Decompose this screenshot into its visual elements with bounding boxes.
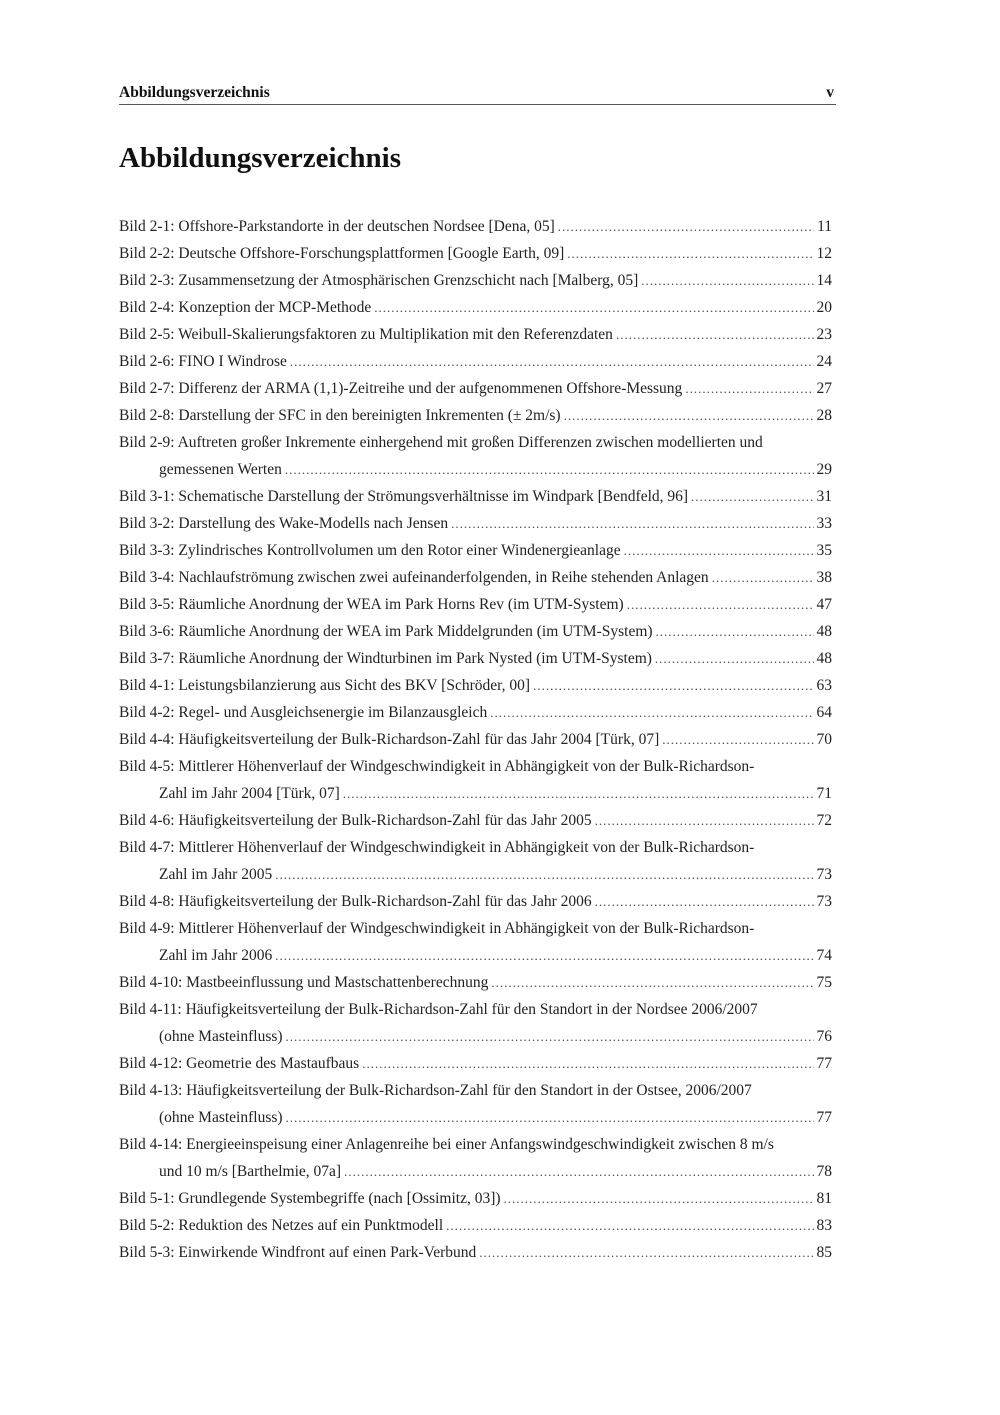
dot-leader bbox=[616, 321, 814, 348]
figure-entry-title bbox=[119, 888, 592, 915]
figure-entry-title bbox=[119, 267, 638, 294]
figure-entry-title bbox=[119, 537, 621, 564]
figure-entry-line bbox=[119, 348, 832, 375]
figure-entry[interactable] bbox=[119, 1212, 832, 1239]
figure-title: Mittlerer Höhenverlauf der Windgeschwindigkeit in Abhängigkeit von der Bulk-Richardson- bbox=[178, 758, 755, 775]
figure-page-number: 85 bbox=[816, 1244, 832, 1261]
figure-label: Bild 2-8: bbox=[119, 407, 175, 424]
figure-page-number: 11 bbox=[817, 218, 832, 235]
figure-label: Bild 5-3: bbox=[119, 1244, 175, 1261]
figure-page-number: 81 bbox=[816, 1190, 832, 1207]
figure-page-number: 12 bbox=[816, 245, 832, 262]
figure-page-number: 24 bbox=[816, 353, 832, 370]
running-header-title: Abbildungsverzeichnis bbox=[119, 84, 270, 101]
figure-entry-continuation bbox=[119, 1023, 832, 1050]
figure-entry-title bbox=[119, 969, 488, 996]
figure-page-number: 35 bbox=[816, 542, 832, 559]
dot-leader bbox=[275, 861, 813, 888]
figure-label: Bild 3-1: bbox=[119, 488, 175, 505]
figure-entry-continuation bbox=[119, 1104, 832, 1131]
figure-entry-title bbox=[119, 402, 561, 429]
figure-entry-line bbox=[119, 483, 832, 510]
dot-leader bbox=[451, 510, 813, 537]
figure-entry-title bbox=[119, 240, 564, 267]
figure-entry-line bbox=[119, 213, 832, 240]
figure-label: Bild 4-7: bbox=[119, 839, 175, 856]
dot-leader bbox=[479, 1239, 813, 1266]
figure-title: FINO I Windrose bbox=[178, 353, 287, 370]
dot-leader bbox=[374, 294, 813, 321]
figure-label: Bild 4-6: bbox=[119, 812, 175, 829]
figure-entry[interactable] bbox=[119, 699, 832, 726]
figure-label: Bild 2-1: bbox=[119, 218, 175, 235]
dot-leader bbox=[712, 564, 814, 591]
figure-title: Deutsche Offshore-Forschungsplattformen [Google Earth, 09] bbox=[178, 245, 565, 262]
figure-title-continuation: (ohne Masteinfluss) bbox=[159, 1109, 283, 1126]
figure-title: Einwirkende Windfront auf einen Park-Verbund bbox=[178, 1244, 477, 1261]
figure-label: Bild 4-2: bbox=[119, 704, 175, 721]
figure-entry-title bbox=[119, 1077, 752, 1104]
figure-entry-title bbox=[119, 996, 758, 1023]
dot-leader bbox=[343, 780, 814, 807]
figure-label: Bild 2-9: bbox=[119, 434, 175, 451]
figure-entry[interactable] bbox=[119, 240, 832, 267]
figure-entry-line bbox=[119, 618, 832, 645]
figure-entry[interactable] bbox=[119, 267, 832, 294]
figure-entry[interactable] bbox=[119, 672, 832, 699]
figure-title: Leistungsbilanzierung aus Sicht des BKV [Schröder, 00] bbox=[178, 677, 531, 694]
figure-title: Häufigkeitsverteilung der Bulk-Richardson-Zahl für das Jahr 2005 bbox=[178, 812, 592, 829]
figure-entry-line bbox=[119, 1077, 832, 1104]
figure-entry[interactable] bbox=[119, 969, 832, 996]
figure-title: Mastbeeinflussung und Mastschattenberechnung bbox=[186, 974, 489, 991]
figure-entry-line bbox=[119, 1131, 832, 1158]
figure-page-number: 27 bbox=[816, 380, 832, 397]
figure-entry[interactable] bbox=[119, 645, 832, 672]
figure-page-number: 48 bbox=[816, 623, 832, 640]
figure-entry[interactable] bbox=[119, 1050, 832, 1077]
figure-entry[interactable] bbox=[119, 321, 832, 348]
figure-entry[interactable] bbox=[119, 1239, 832, 1266]
figure-title-continuation: Zahl im Jahr 2005 bbox=[159, 866, 273, 883]
figure-entry-continuation bbox=[119, 861, 832, 888]
figure-entry-title bbox=[119, 1131, 774, 1158]
figure-entry-line bbox=[119, 402, 832, 429]
figure-entry-title bbox=[119, 213, 555, 240]
dot-leader bbox=[490, 699, 813, 726]
figure-entry-continuation bbox=[119, 942, 832, 969]
figure-page-number: 75 bbox=[816, 974, 832, 991]
figure-title: Offshore-Parkstandorte in der deutschen Nordsee [Dena, 05] bbox=[178, 218, 555, 235]
figure-page-number: 31 bbox=[816, 488, 832, 505]
figure-entry-line bbox=[119, 510, 832, 537]
dot-leader bbox=[662, 726, 813, 753]
figure-entry[interactable] bbox=[119, 915, 832, 969]
figure-title: Reduktion des Netzes auf ein Punktmodell bbox=[178, 1217, 444, 1234]
figure-page-number: 77 bbox=[816, 1109, 832, 1126]
figure-list bbox=[119, 213, 832, 1266]
figure-label: Bild 3-3: bbox=[119, 542, 175, 559]
figure-page-number: 73 bbox=[816, 866, 832, 883]
figure-title-continuation: Zahl im Jahr 2006 bbox=[159, 947, 273, 964]
figure-page-number: 33 bbox=[816, 515, 832, 532]
figure-page-number: 77 bbox=[816, 1055, 832, 1072]
figure-title: Räumliche Anordnung der Windturbinen im Park Nysted (im UTM-System) bbox=[178, 650, 652, 667]
figure-page-number: 47 bbox=[816, 596, 832, 613]
dot-leader bbox=[533, 672, 813, 699]
figure-title: Räumliche Anordnung der WEA im Park Middelgrunden (im UTM-System) bbox=[178, 623, 653, 640]
figure-title: Darstellung der SFC in den bereinigten Inkrementen (± 2m/s) bbox=[178, 407, 561, 424]
figure-entry-continuation bbox=[119, 1158, 832, 1185]
figure-title: Grundlegende Systembegriffe (nach [Ossimitz, 03]) bbox=[178, 1190, 501, 1207]
figure-title: Konzeption der MCP-Methode bbox=[178, 299, 372, 316]
dot-leader bbox=[567, 240, 813, 267]
figure-label: Bild 4-8: bbox=[119, 893, 175, 910]
figure-entry-line bbox=[119, 375, 832, 402]
figure-title-continuation: gemessenen Werten bbox=[159, 461, 282, 478]
dot-leader bbox=[564, 402, 814, 429]
running-header-page-number: v bbox=[826, 84, 834, 101]
figure-label: Bild 4-11: bbox=[119, 1001, 182, 1018]
figure-title: Nachlaufströmung zwischen zwei aufeinanderfolgenden, in Reihe stehenden Anlagen bbox=[178, 569, 709, 586]
figure-entry-line bbox=[119, 699, 832, 726]
figure-entry-line bbox=[119, 996, 832, 1023]
figure-label: Bild 2-5: bbox=[119, 326, 175, 343]
figure-entry-line bbox=[119, 1239, 832, 1266]
figure-page-number: 72 bbox=[816, 812, 832, 829]
figure-entry[interactable] bbox=[119, 888, 832, 915]
figure-label: Bild 2-6: bbox=[119, 353, 175, 370]
figure-label: Bild 4-9: bbox=[119, 920, 175, 937]
figure-entry-title bbox=[119, 348, 287, 375]
figure-entry[interactable] bbox=[119, 348, 832, 375]
figure-label: Bild 4-13: bbox=[119, 1082, 183, 1099]
figure-entry-line bbox=[119, 807, 832, 834]
figure-title: Geometrie des Mastaufbaus bbox=[186, 1055, 360, 1072]
figure-entry[interactable] bbox=[119, 1077, 832, 1131]
figure-page-number: 48 bbox=[816, 650, 832, 667]
dot-leader bbox=[558, 213, 814, 240]
figure-entry[interactable] bbox=[119, 375, 832, 402]
figure-label: Bild 4-12: bbox=[119, 1055, 183, 1072]
figure-title-continuation: Zahl im Jahr 2004 [Türk, 07] bbox=[159, 785, 340, 802]
figure-entry-line bbox=[119, 321, 832, 348]
figure-page-number: 38 bbox=[816, 569, 832, 586]
figure-title: Regel- und Ausgleichsenergie im Bilanzausgleich bbox=[178, 704, 488, 721]
figure-entry-title bbox=[119, 1212, 443, 1239]
figure-entry[interactable] bbox=[119, 402, 832, 429]
figure-entry-title bbox=[119, 834, 754, 861]
figure-page-number: 74 bbox=[816, 947, 832, 964]
figure-title: Mittlerer Höhenverlauf der Windgeschwindigkeit in Abhängigkeit von der Bulk-Richardson- bbox=[178, 839, 755, 856]
figure-label: Bild 5-1: bbox=[119, 1190, 175, 1207]
figure-page-number: 14 bbox=[816, 272, 832, 289]
figure-entry-title bbox=[119, 726, 659, 753]
figure-entry-line bbox=[119, 267, 832, 294]
figure-entry-continuation bbox=[119, 456, 832, 483]
figure-entry-continuation bbox=[119, 780, 832, 807]
figure-entry-title bbox=[119, 591, 624, 618]
figure-entry-line bbox=[119, 537, 832, 564]
figure-entry-line bbox=[119, 834, 832, 861]
figure-entry-title bbox=[119, 321, 613, 348]
figure-entry-line bbox=[119, 645, 832, 672]
figure-entry-title bbox=[119, 510, 448, 537]
figure-entry[interactable] bbox=[119, 591, 832, 618]
figure-entry[interactable] bbox=[119, 753, 832, 807]
figure-entry-line bbox=[119, 564, 832, 591]
figure-entry-line bbox=[119, 429, 832, 456]
figure-label: Bild 3-6: bbox=[119, 623, 175, 640]
figure-entry[interactable] bbox=[119, 564, 832, 591]
figure-title-continuation: (ohne Masteinfluss) bbox=[159, 1028, 283, 1045]
dot-leader bbox=[595, 807, 814, 834]
figure-entry-line bbox=[119, 1185, 832, 1212]
figure-entry[interactable] bbox=[119, 1185, 832, 1212]
dot-leader bbox=[446, 1212, 813, 1239]
dot-leader bbox=[641, 267, 813, 294]
dot-leader bbox=[286, 1023, 814, 1050]
figure-entry-title bbox=[119, 564, 709, 591]
dot-leader bbox=[285, 456, 814, 483]
figure-page-number: 20 bbox=[816, 299, 832, 316]
figure-entry-line bbox=[119, 591, 832, 618]
figure-entry-line bbox=[119, 240, 832, 267]
figure-entry[interactable] bbox=[119, 429, 832, 483]
figure-title: Darstellung des Wake-Modells nach Jensen bbox=[178, 515, 449, 532]
figure-entry-title bbox=[119, 429, 763, 456]
figure-entry-title bbox=[119, 915, 754, 942]
figure-entry[interactable] bbox=[119, 618, 832, 645]
figure-entry-line bbox=[119, 1050, 832, 1077]
dot-leader bbox=[656, 618, 814, 645]
figure-page-number: 73 bbox=[816, 893, 832, 910]
figure-title: Auftreten großer Inkremente einhergehend mit großen Differenzen zwischen modellierten und bbox=[177, 434, 763, 451]
figure-entry-title bbox=[119, 645, 652, 672]
figure-entry-line bbox=[119, 726, 832, 753]
figure-title: Räumliche Anordnung der WEA im Park Horns Rev (im UTM-System) bbox=[178, 596, 624, 613]
figure-label: Bild 2-7: bbox=[119, 380, 175, 397]
figure-title: Weibull-Skalierungsfaktoren zu Multiplikation mit den Referenzdaten bbox=[178, 326, 613, 343]
figure-entry-title bbox=[119, 483, 688, 510]
page-heading: Abbildungsverzeichnis bbox=[119, 142, 401, 174]
figure-label: Bild 4-10: bbox=[119, 974, 183, 991]
figure-page-number: 76 bbox=[816, 1028, 832, 1045]
figure-label: Bild 3-4: bbox=[119, 569, 175, 586]
dot-leader bbox=[362, 1050, 813, 1077]
figure-entry[interactable] bbox=[119, 294, 832, 321]
dot-leader bbox=[691, 483, 813, 510]
figure-entry[interactable] bbox=[119, 726, 832, 753]
figure-entry-line bbox=[119, 753, 832, 780]
figure-title: Häufigkeitsverteilung der Bulk-Richardson-Zahl für das Jahr 2006 bbox=[178, 893, 592, 910]
figure-page-number: 29 bbox=[816, 461, 832, 478]
running-header bbox=[119, 84, 836, 105]
figure-label: Bild 3-2: bbox=[119, 515, 175, 532]
figure-label: Bild 4-5: bbox=[119, 758, 175, 775]
figure-label: Bild 3-5: bbox=[119, 596, 175, 613]
figure-label: Bild 3-7: bbox=[119, 650, 175, 667]
figure-entry[interactable] bbox=[119, 996, 832, 1050]
figure-entry[interactable] bbox=[119, 537, 832, 564]
figure-title: Schematische Darstellung der Strömungsverhältnisse im Windpark [Bendfeld, 96] bbox=[178, 488, 689, 505]
figure-title: Häufigkeitsverteilung der Bulk-Richardson-Zahl für den Standort in der Nordsee 2006/2007 bbox=[185, 1001, 758, 1018]
figure-entry-title bbox=[119, 807, 592, 834]
figure-entry[interactable] bbox=[119, 1131, 832, 1185]
dot-leader bbox=[286, 1104, 814, 1131]
figure-entry-line bbox=[119, 1212, 832, 1239]
figure-entry-title bbox=[119, 1050, 359, 1077]
figure-label: Bild 2-4: bbox=[119, 299, 175, 316]
dot-leader bbox=[290, 348, 814, 375]
figure-entry-title bbox=[119, 1185, 501, 1212]
figure-title: Differenz der ARMA (1,1)-Zeitreihe und der aufgenommenen Offshore-Messung bbox=[178, 380, 683, 397]
figure-title: Häufigkeitsverteilung der Bulk-Richardson-Zahl für das Jahr 2004 [Türk, 07] bbox=[178, 731, 660, 748]
figure-page-number: 70 bbox=[816, 731, 832, 748]
figure-title: Mittlerer Höhenverlauf der Windgeschwindigkeit in Abhängigkeit von der Bulk-Richardson- bbox=[178, 920, 755, 937]
figure-label: Bild 2-3: bbox=[119, 272, 175, 289]
figure-entry-line bbox=[119, 915, 832, 942]
figure-entry-line bbox=[119, 672, 832, 699]
dot-leader bbox=[344, 1158, 813, 1185]
figure-page-number: 71 bbox=[816, 785, 832, 802]
figure-entry-title bbox=[119, 375, 682, 402]
figure-entry-line bbox=[119, 888, 832, 915]
figure-title-continuation: und 10 m/s [Barthelmie, 07a] bbox=[159, 1163, 342, 1180]
figure-entry[interactable] bbox=[119, 807, 832, 834]
dot-leader bbox=[627, 591, 814, 618]
figure-label: Bild 4-4: bbox=[119, 731, 175, 748]
dot-leader bbox=[685, 375, 813, 402]
figure-entry[interactable] bbox=[119, 834, 832, 888]
figure-page-number: 78 bbox=[816, 1163, 832, 1180]
figure-entry-title bbox=[119, 753, 754, 780]
figure-entry[interactable] bbox=[119, 483, 832, 510]
figure-title: Häufigkeitsverteilung der Bulk-Richardson-Zahl für den Standort in der Ostsee, 2006/2007 bbox=[186, 1082, 752, 1099]
figure-entry-line bbox=[119, 969, 832, 996]
figure-entry-title bbox=[119, 699, 487, 726]
figure-entry-line bbox=[119, 294, 832, 321]
figure-page-number: 64 bbox=[816, 704, 832, 721]
figure-label: Bild 4-14: bbox=[119, 1136, 183, 1153]
dot-leader bbox=[624, 537, 814, 564]
figure-label: Bild 2-2: bbox=[119, 245, 175, 262]
dot-leader bbox=[275, 942, 813, 969]
figure-page-number: 23 bbox=[816, 326, 832, 343]
dot-leader bbox=[595, 888, 814, 915]
figure-title: Zylindrisches Kontrollvolumen um den Rotor einer Windenergieanlage bbox=[178, 542, 621, 559]
figure-page-number: 63 bbox=[816, 677, 832, 694]
figure-label: Bild 4-1: bbox=[119, 677, 175, 694]
dot-leader bbox=[491, 969, 813, 996]
figure-entry-title bbox=[119, 1239, 476, 1266]
figure-page-number: 83 bbox=[816, 1217, 832, 1234]
figure-entry-title bbox=[119, 618, 653, 645]
figure-entry[interactable] bbox=[119, 510, 832, 537]
figure-page-number: 28 bbox=[816, 407, 832, 424]
figure-title: Zusammensetzung der Atmosphärischen Grenzschicht nach [Malberg, 05] bbox=[178, 272, 639, 289]
figure-entry-title bbox=[119, 672, 530, 699]
dot-leader bbox=[504, 1185, 814, 1212]
figure-label: Bild 5-2: bbox=[119, 1217, 175, 1234]
dot-leader bbox=[655, 645, 814, 672]
figure-entry-title bbox=[119, 294, 371, 321]
figure-title: Energieeinspeisung einer Anlagenreihe bei einer Anfangswindgeschwindigkeit zwischen 8 m/s bbox=[186, 1136, 774, 1153]
figure-entry[interactable] bbox=[119, 213, 832, 240]
